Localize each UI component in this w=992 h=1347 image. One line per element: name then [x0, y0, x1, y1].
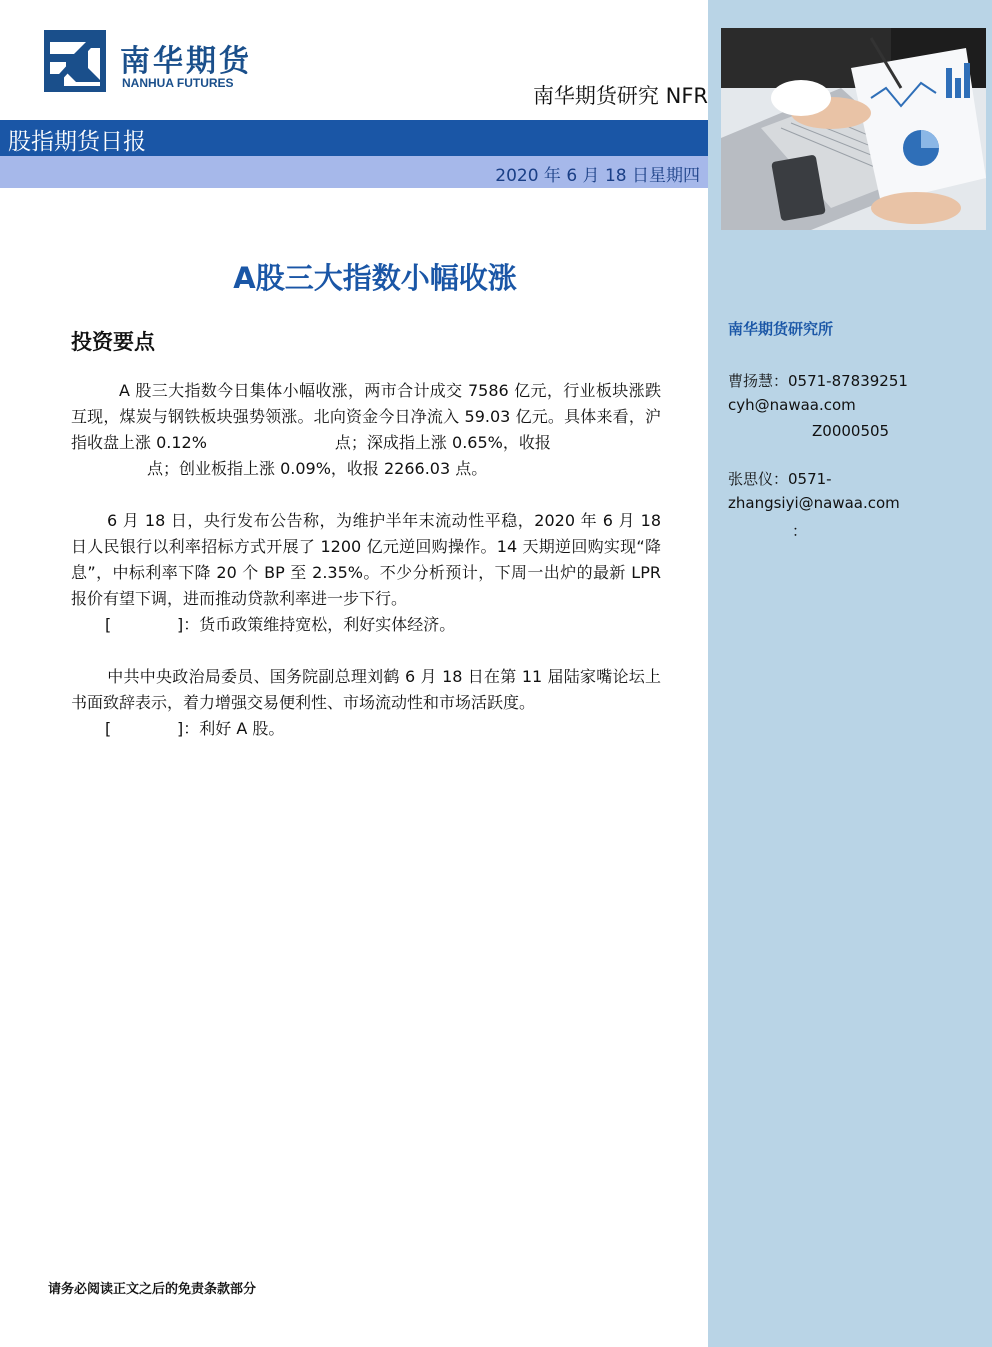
p3-tag-text: ]：利好 A 股。: [177, 719, 285, 738]
analyst1-name-phone: 曹扬慧：0571-87839251: [728, 372, 908, 390]
analyst2-name-phone: 张思仪：0571-: [728, 470, 832, 488]
report-type-bar: [0, 120, 708, 156]
analyst1-email[interactable]: cyh@nawaa.com: [728, 396, 856, 414]
research-title: 南华期货研究 NFR: [532, 84, 708, 108]
p2-text: 6 月 18 日，央行发布公告称，为维护半年末流动性平稳，2020 年 6 月 18 日人民银行以利率招标方式开展了 1200 亿元逆回购操作。14 天期逆回购实现“降息”，中标利率下降 20 个 BP 至 2.35%。不少分析预计，下周一出炉的最新 LPR 报价有望下调，进而推动贷款利率进一步下行。: [71, 511, 661, 608]
p2-tag-text: ]：货币政策维持宽松，利好实体经济。: [177, 615, 456, 634]
p3-text: 中共中央政治局委员、国务院副总理刘鹤 6 月 18 日在第 11 届陆家嘴论坛上书面致辞表示，着力增强交易便利性、市场流动性和市场活跃度。: [71, 667, 661, 712]
footer-disclaimer: 请务必阅读正文之后的免责条款部分: [48, 1282, 257, 1297]
date-bar: [0, 156, 708, 188]
p1-segment-3: 点；创业板指上涨 0.09%，收报 2266.03 点。: [147, 459, 488, 478]
sidebar-org-name: 南华期货研究所: [728, 320, 834, 338]
p2-tag-open: [: [105, 615, 112, 634]
report-date: 2020 年 6 月 18 日星期四: [495, 166, 700, 186]
p3-tagline: [105, 716, 284, 742]
report-headline: A股三大指数小幅收涨: [233, 261, 517, 295]
p1-segment-2: 点；深成指上涨 0.65%，收报: [334, 433, 551, 452]
body-paragraph-1: [71, 378, 661, 482]
section-heading: 投资要点: [71, 330, 155, 354]
logo-name-en: NANHUA FUTURES: [122, 76, 234, 90]
photo-illustration: [721, 28, 986, 230]
report-type-title: 股指期货日报: [8, 129, 146, 155]
p2-tagline: [105, 612, 455, 638]
office-laptop-photo: [721, 28, 986, 230]
analyst1-cert: Z0000505: [812, 422, 890, 440]
nanhua-logo-icon: [44, 30, 106, 92]
analyst2-email[interactable]: zhangsiyi@nawaa.com: [728, 494, 900, 512]
logo-name-cn: 南华期货: [120, 44, 252, 79]
analyst2-colon: ：: [792, 522, 808, 540]
body-paragraph-2: [71, 508, 661, 612]
nanhua-logo: [44, 30, 274, 96]
p3-tag-open: [: [105, 719, 112, 738]
p1-segment-1: A 股三大指数今日集体小幅收涨，两市合计成交 7586 亿元，行业板块涨跌互现，煤炭与钢铁板块强势领涨。北向资金今日净流入 59.03 亿元。具体来看，沪指收盘上涨 0.12%: [71, 381, 661, 452]
body-paragraph-3: [71, 664, 661, 716]
